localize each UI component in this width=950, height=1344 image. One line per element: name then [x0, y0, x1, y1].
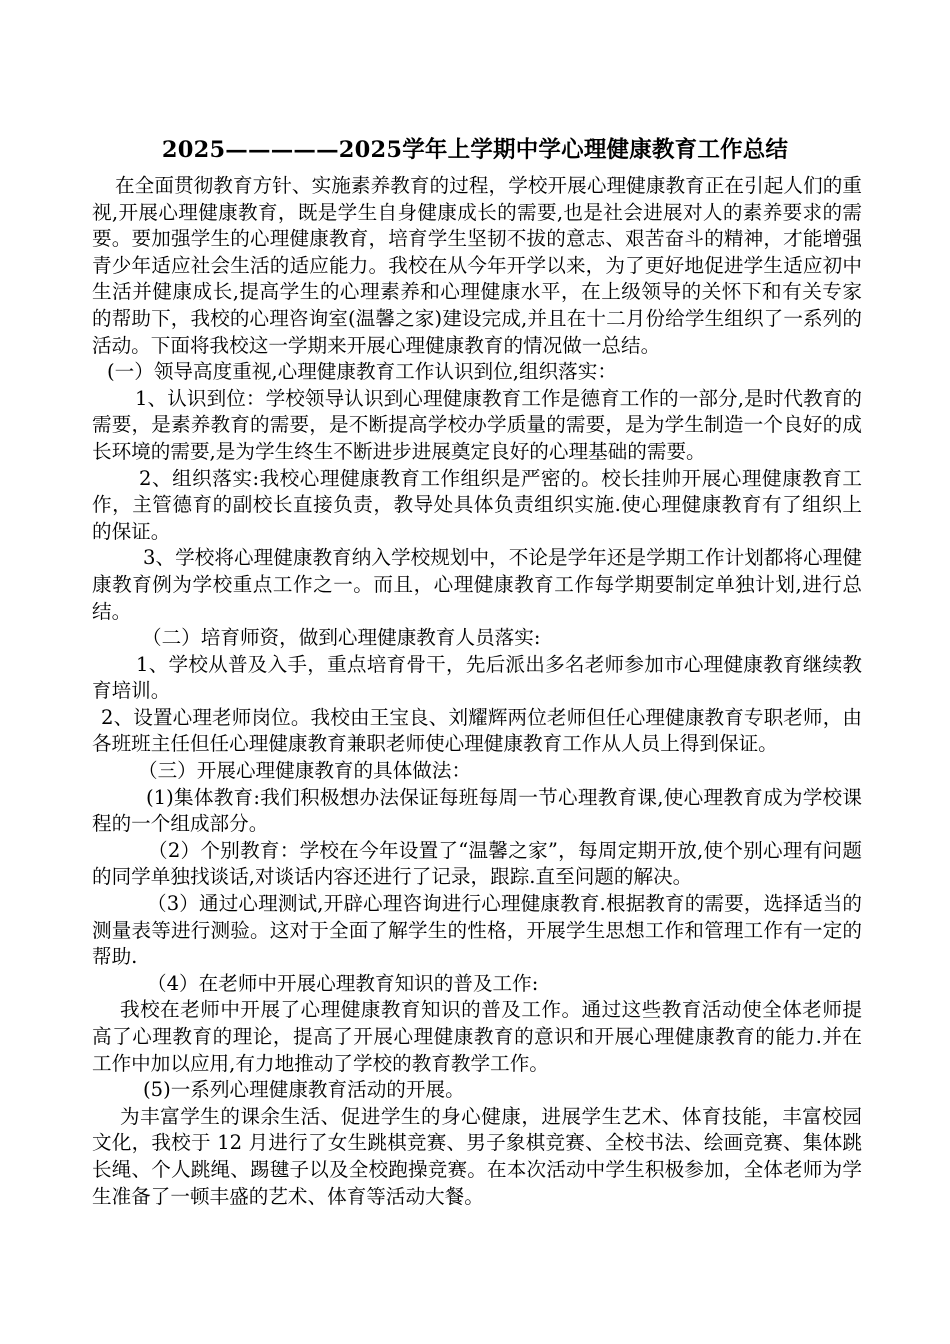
- section-heading-3: （三）开展心理健康教育的具体做法：: [138, 759, 472, 783]
- paragraph-3-3: （3）通过心理测试,开辟心理咨询进行心理健康教育.根据教育的需要，选择适当的测量表等进行测验。这对于全面了解学生的性格，开展学生思想工作和管理工作有一定的帮助.: [92, 892, 862, 969]
- document-body: [92, 173, 862, 1210]
- paragraph-1-2: 2、组织落实:我校心理健康教育工作组织是严密的。校长挂帅开展心理健康教育工作，主管德育的副校长直接负责，教导处具体负责组织实施.使心理健康教育有了组织上的保证。: [92, 466, 862, 543]
- paragraph-3-5: 为丰富学生的课余生活、促进学生的身心健康，进展学生艺术、体育技能，丰富校园文化，我校于 12 月进行了女生跳棋竞赛、男子象棋竞赛、全校书法、绘画竞赛、集体跳长绳、个人跳绳、踢毽子以及全校跑操竞赛。在本次活动中学生积极参加，全体老师为学生准备了一顿丰盛的艺术、体育等活动大餐。: [92, 1104, 862, 1208]
- paragraph-3-4-heading: （4）在老师中开展心理教育知识的普及工作:: [147, 971, 539, 995]
- section-heading-2: （二）培育师资，做到心理健康教育人员落实:: [142, 626, 541, 650]
- paragraph-intro: 在全面贯彻教育方针、实施素养教育的过程，学校开展心理健康教育正在引起人们的重视,开展心理健康教育，既是学生自身健康成长的需要,也是社会进展对人的素养要求的需要。要加强学生的心理健康教育，培育学生坚韧不拔的意志、艰苦奋斗的精神，才能增强青少年适应社会生活的适应能力。我校在从今年开学以来，为了更好地促进学生适应初中生活并健康成长,提高学生的心理素养和心理健康水平，在上级领导的关怀下和有关专家的帮助下，我校的心理咨询室(温馨之家)建设完成,并且在十二月份给学生组织了一系列的活动。下面将我校这一学期来开展心理健康教育的情况做一总结。: [92, 174, 862, 357]
- paragraph-2-2: 2、设置心理老师岗位。我校由王宝良、刘耀辉两位老师但任心理健康教育专职老师，由各班班主任但任心理健康教育兼职老师使心理健康教育工作从人员上得到保证。: [92, 705, 862, 756]
- paragraph-1-1: 1、认识到位：学校领导认识到心理健康教育工作是德育工作的一部分,是时代教育的需要，是素养教育的需要，是不断提高学校办学质量的需要，是为学生制造一个良好的成长环境的需要,是为学生终生不断进步进展奠定良好的心理基础的需要。: [92, 386, 862, 463]
- paragraph-1-3: 3、学校将心理健康教育纳入学校规划中，不论是学年还是学期工作计划都将心理健康教育例为学校重点工作之一。而且，心理健康教育工作每学期要制定单独计划,进行总结。: [92, 546, 862, 623]
- document-title: 2025—————2025学年上学期中学心理健康教育工作总结: [161, 137, 789, 163]
- paragraph-3-1: (1)集体教育:我们积极想办法保证每班每周一节心理教育课,使心理教育成为学校课程的一个组成部分。: [92, 785, 862, 836]
- paragraph-2-1: 1、学校从普及入手，重点培育骨干，先后派出多名老师参加市心理健康教育继续教育培训。: [92, 652, 862, 703]
- paragraph-3-4: 我校在老师中开展了心理健康教育知识的普及工作。通过这些教育活动使全体老师提高了心理教育的理论，提高了开展心理健康教育的意识和开展心理健康教育的能力.并在工作中加以应用,有力地推动了学校的教育教学工作。: [92, 998, 862, 1075]
- paragraph-3-2: （2）个别教育：学校在今年设置了“温馨之家”，每周定期开放,使个别心理有问题的同学单独找谈话,对谈话内容还进行了记录，跟踪.直至问题的解决。: [92, 838, 862, 889]
- paragraph-3-5-heading: (5)一系列心理健康教育活动的开展。: [143, 1078, 465, 1102]
- section-heading-1: (一）领导高度重视,心理健康教育工作认识到位,组织落实：: [107, 360, 617, 384]
